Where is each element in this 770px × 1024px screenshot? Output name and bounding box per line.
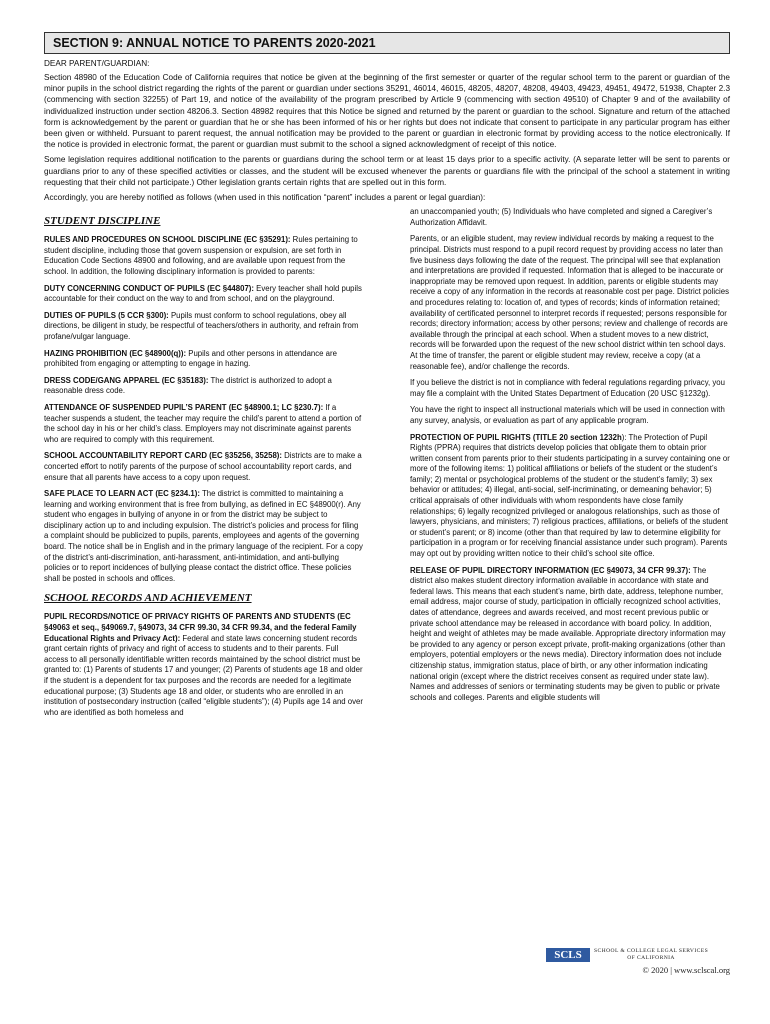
paragraph-title: RELEASE OF PUPIL DIRECTORY INFORMATION (EC §49073, 34 CFR 99.37):: [410, 565, 691, 575]
paragraph-body: The district is committed to maintaining a learning and working environment that is free from bullying, as defined in EC §48900(r). Any student who engages in bullying of anyone in or from the district may be subject to disciplinary action up to and including expulsion. The district’s policies and process for filing a complaint should be publicized to pupils, parents, employees and agents of the governing board. The notice shall be in English and in the primary language of the recipient. For a copy of the district’s anti-discrimination, anti-harassment, anti-intimidation, and anti-bullying policies or to report incidences of bullying please contact the district office. These policies shall be posted in schools and offices.: [44, 489, 363, 583]
paragraph-body: Pupils and other persons in attendance are prohibited from engaging or attempting to engage in hazing.: [44, 348, 337, 369]
paragraph-body: Federal and state laws concerning student records grant certain rights of privacy and right of access to students and to their parents. Full access to all personally identifiable written records maintained by the school district must be granted to: (1) Parents of students 17 and younger; (2) Parents of students age 18 and older if the student is a dependent for tax purposes and the records are needed for a legitimate educational purpose; (3) Students age 18 and older, or students who are enrolled in an institution of postsecondary instruction (called “eligible students”); (4) Pupils age 14 and over who are identified as both homeless and: [44, 633, 363, 717]
paragraph-pupil-rights: [410, 433, 730, 560]
copyright: © 2020 | www.sclscal.org: [642, 965, 730, 975]
paragraph-title: DUTIES OF PUPILS (5 CCR §300):: [44, 310, 169, 320]
paragraph-body: Every teacher shall hold pupils accountable for their conduct on the way to and from school, and on the playground.: [44, 283, 362, 304]
paragraph-title: PROTECTION OF PUPIL RIGHTS (TITLE 20 section 1232h: [410, 432, 622, 442]
paragraph-duty-conduct: [44, 284, 364, 305]
intro-paragraph: Some legislation requires additional notification to the parents or guardians during the school term or at least 15 days prior to a specific activity. (A separate letter will be sent to parents or guardians prior to any of these specified activities or classes, and the student will be excused whenever the parents or guardians file with the principal of the school a statement in writing requesting that their child not participate.) Other legislation grants certain rights that are spelled out in this form.: [44, 155, 730, 187]
logo-abbreviation: SCLS: [546, 948, 590, 962]
paragraph-pupil-records: [44, 612, 364, 718]
intro-paragraph: Section 48980 of the Education Code of California requires that notice be given at the beginning of the first semester or quarter of the regular school term to the parent or guardian of the minor pupils in the school district regarding the rights of the parent or guardian under sections 35291, 46014, 46015, 48205, 48207, 48208, 49403, 49423, 49451, 49472, 51938, Chapter 2.3 (commencing with section 32255) of Part 19, and notice of the availability of the program prescribed by Article 9 (commencing with section 49510) of Chapter 9 and of the availability of individualized instruction under section 48206.3. Section 48982 requires that this Notice be signed and returned by the parent or guardian to the school. Signature and return of the attached form is acknowledgement by the parent or guardian that he or she has been informed of his or her rights but does not indicate that consent to participate in any particular program has either been given or withheld. Pursuant to parent request, the annual notification may be provided to the parent or guardian in electronic format by providing access to the notice electronically. If the notice is provided in electronic format, the parent or guardian must submit to the school a signed acknowledgment of receipt of this notice.: [44, 73, 730, 150]
paragraph-title: RULES AND PROCEDURES ON SCHOOL DISCIPLINE (EC §35291):: [44, 235, 291, 245]
paragraph-report-card: [44, 451, 364, 483]
right-column: [410, 207, 730, 724]
paragraph-title: DUTY CONCERNING CONDUCT OF PUPILS (EC §44807):: [44, 283, 254, 293]
paragraph-duties-pupils: [44, 311, 364, 343]
paragraph-hazing: [44, 349, 364, 370]
paragraph-discipline-rules: [44, 235, 364, 277]
paragraph-dress-code: [44, 376, 364, 397]
paragraph-privacy-complaint: If you believe the district is not in compliance with federal regulations regarding privacy, you may file a complaint with the United States Department of Education (20 USC §1232g).: [410, 378, 725, 398]
salutation: DEAR PARENT/GUARDIAN:: [44, 59, 150, 68]
paragraph-suspended-parent: [44, 403, 364, 445]
heading-school-records: SCHOOL RECORDS AND ACHIEVEMENT: [44, 592, 252, 605]
paragraph-body: If a teacher suspends a student, the teacher may require the child’s parent to attend a portion of the school day in his or her child’s class. Employers may not discriminate against parents who are required to comply with this requirement.: [44, 402, 362, 444]
paragraph-title: SAFE PLACE TO LEARN ACT (EC §234.1):: [44, 489, 200, 499]
paragraph-body: The district also makes student directory information available in accordance with state and federal laws. This means that each student’s name, birth date, address, telephone number, email address, major course of study, participation in officially recognized school activities, dates of attendance, degrees and awards received, and most recent previous public or private school attendance may be released in accordance with board policy. In addition, height and weight of athletes may be made available. Appropriate directory information may be provided to any agency or person except private, profit-making organizations (other than employers, potential employers or the news media). Directory information does not include citizenship status, immigration status, place of birth, or any other information indicating national origin (except where the district receives consent as required under state law). Names and addresses of seniors or terminating students may be given to public or private schools and colleges. Parents and eligible students will: [410, 565, 726, 702]
document-page: [44, 32, 730, 724]
paragraph-title: SCHOOL ACCOUNTABILITY REPORT CARD (EC §35256, 35258):: [44, 451, 282, 461]
paragraph-safe-place: [44, 489, 364, 584]
intro: [44, 72, 730, 203]
intro-paragraph: Accordingly, you are hereby notified as follows (when used in this notification “parent” includes a parent or legal guardian):: [44, 193, 486, 203]
paragraph-continued: an unaccompanied youth; (5) Individuals who have completed and signed a Caregiver’s Authorization Affidavit.: [410, 207, 713, 227]
two-column-body: [44, 207, 730, 724]
paragraph-body: The district is authorized to adopt a reasonable dress code.: [44, 375, 332, 396]
paragraph-body: ): The Protection of Pupil Rights (PPRA) requires that districts develop policies that obligate them to obtain prior written consent from parents prior to their students participating in a survey containing one or more of the following items: 1) political affiliations or beliefs of the student or the student’s family; 2) mental or psychological problems of the student or the student’s family; 3) sex behavior or attitudes; 4) illegal, anti-social, self-incriminating, or demeaning behavior; 5) critical appraisals of other individuals with whom respondents have close family relationships; 6) legally recognized privileged or analogous relationships, such as those of lawyers, physicians, and ministers; 7) religious practices, affiliations, or beliefs of the student or student’s parent; or 8) income (other than that required by law to determine eligibility for participation in a program or for receiving financial assistance under such program). Parents may opt out by providing written notice to their child’s school site office.: [410, 432, 730, 559]
paragraph-title: PUPIL RECORDS/NOTICE OF PRIVACY RIGHTS OF PARENTS AND STUDENTS (EC §49063 et seq., §49069.7, §49073, 34 CFR 99.30, 34 CFR 99.34, and the federal Family Educational Rights and Privacy Act):: [44, 612, 357, 643]
paragraph-title: HAZING PROHIBITION (EC §48900(q)):: [44, 348, 187, 358]
paragraph-body: Rules pertaining to student discipline, including those that govern suspension or expulsion, are set forth in Education Code Sections 48900 and following, and are available upon request from the school. In addition, the following disciplinary information is provided to parents:: [44, 235, 358, 277]
scls-logo: [546, 948, 730, 962]
paragraph-records-review: Parents, or an eligible student, may review individual records by making a request to the principal. Districts must respond to a pupil record request by providing access no later than five business days following the date of the request. The principal will see that explanation and interpretations are provided if requested. Information that is alleged to be inaccurate or inappropriate may be removed upon request. In addition, parents or eligible students may receive a copy of any information in the records at reasonable cost per page. District policies and procedures relating to: location of, and types of records; kinds of information retained; availability of certificated personnel to interpret records if requested; persons responsible for records; directory information; access by other persons; review and challenge of records are available through the principal at each school. When a student moves to a new district, records will be forwarded upon the request of the new school district within ten school days. At the time of transfer, the parent or eligible student may review, receive a copy (at a reasonable fee), and/or challenge the records.: [410, 234, 729, 371]
left-column: [44, 207, 364, 724]
logo-line: OF CALIFORNIA: [627, 955, 675, 961]
paragraph-body: Districts are to make a concerted effort to notify parents of the purpose of school accountability report cards, and ensure that all parents have access to a copy upon request.: [44, 451, 362, 482]
paragraph-title: DRESS CODE/GANG APPAREL (EC §35183):: [44, 375, 209, 385]
logo-line: SCHOOL & COLLEGE LEGAL SERVICES: [594, 948, 709, 954]
paragraph-body: Pupils must conform to school regulations, obey all directions, be diligent in study, be respectful of teachers/others in authority, and refrain from profane/vulgar language.: [44, 310, 359, 341]
logo-text: [594, 948, 708, 962]
heading-student-discipline: STUDENT DISCIPLINE: [44, 215, 161, 228]
paragraph-title: ATTENDANCE OF SUSPENDED PUPIL’S PARENT (EC §48900.1; LC §230.7):: [44, 402, 324, 412]
section-title: SECTION 9: ANNUAL NOTICE TO PARENTS 2020-2021: [44, 32, 730, 54]
paragraph-instructional-materials: You have the right to inspect all instructional materials which will be used in connection with any survey, analysis, or evaluation as part of any applicable program.: [410, 405, 725, 425]
footer: [546, 948, 730, 975]
paragraph-directory-info: [410, 566, 730, 704]
